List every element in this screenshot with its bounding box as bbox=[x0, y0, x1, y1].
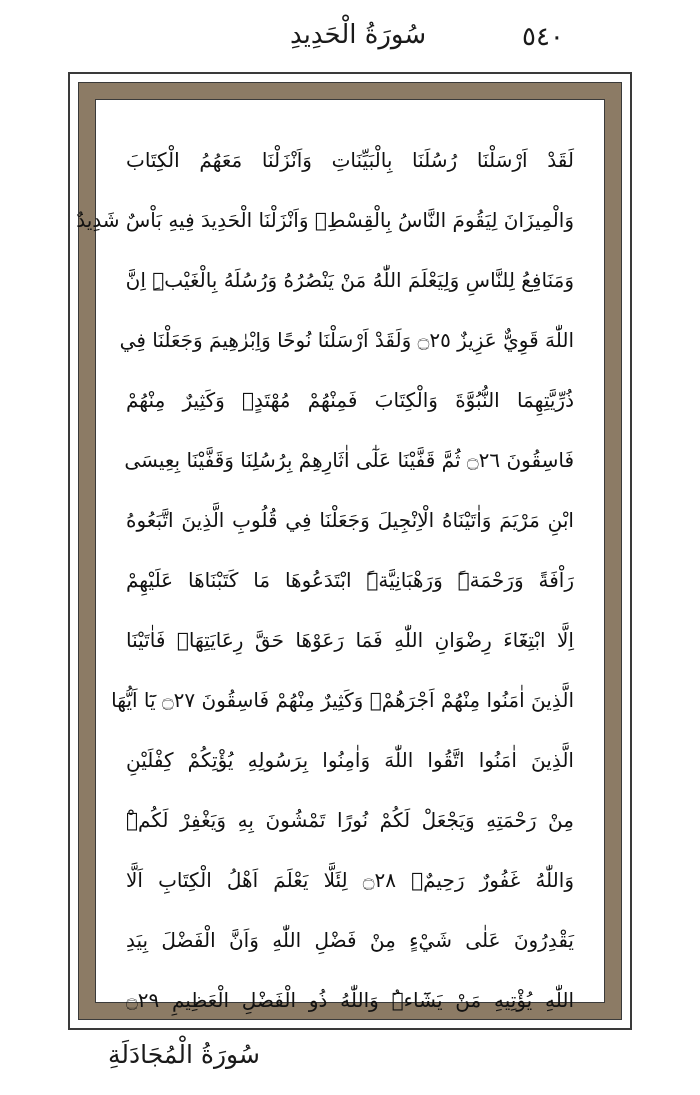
text-line: اِلَّا ابْتِغَٓاءَ رِضْوَانِ اللّٰهِ فَمَا رَعَوْهَا حَقَّ رِعَايَتِهَاۚ فَاٰتَيْنَا bbox=[126, 628, 574, 652]
text-line: اللّٰهِ يُؤْتِيهِ مَنْ يَشَٓاءُۜ وَاللّٰهُ ذُو الْفَضْلِ الْعَظِيمِ ۝٢٩ bbox=[126, 988, 574, 1012]
text-line: وَاللّٰهُ غَفُورٌ رَحِيمٌۙ ۝٢٨ لِئَلَّا يَعْلَمَ اَهْلُ الْكِتَابِ اَلَّا bbox=[126, 868, 574, 892]
page-frame bbox=[68, 72, 632, 1030]
text-line: وَالْمِيزَانَ لِيَقُومَ النَّاسُ بِالْقِسْطِۚ وَاَنْزَلْنَا الْحَدِيدَ فِيهِ بَاْسٌ شَدِيدٌ bbox=[76, 208, 574, 232]
frame-border bbox=[78, 82, 622, 1020]
text-line: لَقَدْ اَرْسَلْنَا رُسُلَنَا بِالْبَيِّنَاتِ وَاَنْزَلْنَا مَعَهُمُ الْكِتَابَ bbox=[126, 148, 574, 172]
text-line: يَقْدِرُونَ عَلٰى شَيْءٍ مِنْ فَضْلِ اللّٰهِ وَاَنَّ الْفَضْلَ بِيَدِ bbox=[126, 928, 574, 952]
text-line: ابْنِ مَرْيَمَ وَاٰتَيْنَاهُ الْاِنْجِيلَ وَجَعَلْنَا فِي قُلُوبِ الَّذِينَ اتَّبَعُوهُ bbox=[126, 508, 574, 532]
page-header bbox=[0, 0, 700, 80]
text-panel bbox=[76, 99, 605, 1012]
surah-title: سُورَةُ الْحَدِيدِ bbox=[290, 20, 427, 50]
verse-text bbox=[76, 130, 574, 1012]
text-line: ذُرِّيَّتِهِمَا النُّبُوَّةَ وَالْكِتَابَ فَمِنْهُمْ مُهْتَدٍۚ وَكَثِيرٌ مِنْهُمْ bbox=[126, 388, 574, 412]
text-line: الَّذِينَ اٰمَنُوا مِنْهُمْ اَجْرَهُمْۚ وَكَثِيرٌ مِنْهُمْ فَاسِقُونَ ۝٢٧ يَٓا اَيُّهَا bbox=[111, 688, 574, 712]
page-number: ٥٤٠ bbox=[522, 22, 564, 52]
text-line: الَّذِينَ اٰمَنُوا اتَّقُوا اللّٰهَ وَاٰمِنُوا بِرَسُولِهِ يُؤْتِكُمْ كِفْلَيْنِ bbox=[126, 748, 574, 772]
next-surah-title: سُورَةُ الْمُجَادَلَةِ bbox=[108, 1040, 260, 1069]
text-line: مِنْ رَحْمَتِهِ وَيَجْعَلْ لَكُمْ نُورًا تَمْشُونَ بِهِ وَيَغْفِرْ لَكُمْۜ bbox=[126, 808, 574, 832]
text-line: اللّٰهَ قَوِيٌّ عَزِيزٌ ۝٢٥ وَلَقَدْ اَرْسَلْنَا نُوحًا وَاِبْرٰهِيمَ وَجَعَلْنَا فِي bbox=[119, 328, 574, 352]
text-line: رَاْفَةً وَرَحْمَةًۜ وَرَهْبَانِيَّةًۨ ابْتَدَعُوهَا مَا كَتَبْنَاهَا عَلَيْهِمْ bbox=[126, 568, 574, 592]
text-line: فَاسِقُونَ ۝٢٦ ثُمَّ قَفَّيْنَا عَلٰٓى اٰثَارِهِمْ بِرُسُلِنَا وَقَفَّيْنَا بِعِيسَى bbox=[124, 448, 574, 472]
text-line: وَمَنَافِعُ لِلنَّاسِ وَلِيَعْلَمَ اللّٰهُ مَنْ يَنْصُرُهُ وَرُسُلَهُ بِالْغَيْبِۜ اِنَّ bbox=[125, 268, 574, 292]
